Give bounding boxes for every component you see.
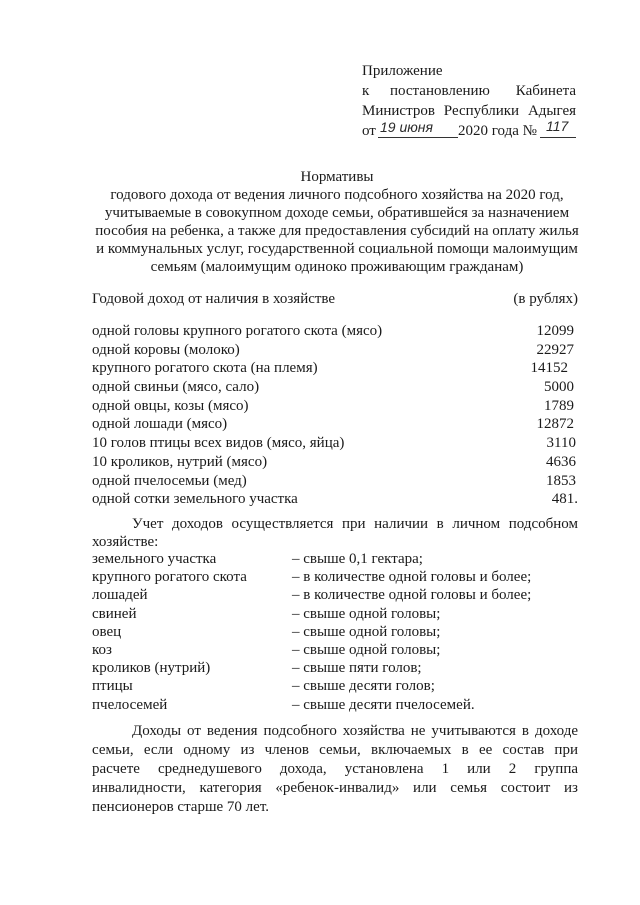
ministry-line: Министров Республики Адыгея — [362, 103, 576, 119]
table-row — [92, 434, 578, 453]
table-row — [92, 341, 578, 360]
table-row — [92, 397, 578, 416]
condition-text: – свыше одной головы; — [292, 623, 441, 640]
row-value: 22927 — [536, 341, 574, 358]
condition-text: – свыше пяти голов; — [292, 660, 422, 677]
condition-item: лошадей — [92, 587, 148, 604]
condition-item: свиней — [92, 605, 137, 622]
resolution-text: постановлению Кабинета — [390, 83, 576, 99]
row-item: одной овцы, козы (мясо) — [92, 397, 249, 414]
list-item — [92, 641, 578, 659]
row-value: 4636 — [546, 453, 576, 470]
date-prefix: от — [362, 123, 376, 139]
title-line-3: пособия на ребенка, а также для предоставления субсидий на оплату жилья — [95, 223, 579, 239]
title-heading: Нормативы — [300, 169, 374, 185]
condition-item: овец — [92, 623, 122, 640]
conditions-list — [92, 550, 578, 714]
table-row — [92, 453, 578, 472]
row-value: 481. — [551, 491, 578, 508]
number-underline — [540, 137, 576, 138]
table-row — [92, 322, 578, 341]
condition-text: – свыше одной головы; — [292, 605, 441, 622]
list-item — [92, 623, 578, 641]
list-item — [92, 568, 578, 586]
condition-text: – свыше одной головы; — [292, 641, 441, 658]
document-title — [88, 168, 586, 276]
accounting-intro-line-1: Учет доходов осуществляется при наличии в личном подсобном — [132, 516, 578, 532]
accounting-intro — [92, 515, 578, 551]
condition-item: земельного участка — [92, 551, 217, 567]
row-value: 12099 — [536, 323, 574, 339]
row-item: одной пчелосемьи (мед) — [92, 472, 247, 489]
resolution-line — [362, 82, 576, 100]
row-item: крупного рогатого скота (на племя) — [92, 360, 318, 377]
list-item — [92, 586, 578, 604]
list-item — [92, 550, 578, 568]
title-line-2: учитываемые в совокупном доходе семьи, обратившейся за назначением — [104, 205, 570, 221]
condition-text: – свыше 0,1 гектара; — [292, 551, 423, 567]
appendix-label: Приложение — [362, 63, 443, 79]
row-value: 5000 — [544, 379, 574, 396]
row-item: одной головы крупного рогатого скота (мясо) — [92, 323, 383, 339]
exclusion-line-1: Доходы от ведения подсобного хозяйства не учитываются в доходе — [132, 723, 578, 739]
table-row — [92, 359, 578, 378]
date-year: 2020 года № — [458, 123, 537, 139]
income-table — [92, 322, 578, 509]
handwritten-date: 19 июня — [380, 119, 433, 135]
row-value: 12872 — [536, 416, 574, 433]
row-item: 10 кроликов, нутрий (мясо) — [92, 453, 268, 470]
exclusion-line-4: инвалидности, категория «ребенок-инвалид» или семья состоит из — [92, 780, 578, 796]
condition-item: кроликов (нутрий) — [92, 660, 211, 677]
list-item — [92, 605, 578, 623]
exclusion-line-5: пенсионеров старше 70 лет. — [92, 799, 269, 815]
condition-item: крупного рогатого скота — [92, 569, 247, 586]
income-header-unit: (в рублях) — [513, 291, 578, 307]
income-header-label: Годовой доход от наличия в хозяйстве — [92, 291, 336, 307]
row-item: одной сотки земельного участка — [92, 491, 298, 508]
list-item — [92, 659, 578, 677]
table-row — [92, 378, 578, 397]
title-line-5: семьям (малоимущим одиноко проживающим гражданам) — [150, 259, 524, 275]
condition-item: птицы — [92, 678, 133, 695]
condition-item: пчелосемей — [92, 696, 168, 713]
title-line-1: годового дохода от ведения личного подсобного хозяйства на 2020 год, — [110, 187, 564, 203]
exclusion-line-2: семьи, если одному из членов семьи, включаемых в ее состав при — [92, 742, 578, 758]
row-value: 1853 — [546, 472, 576, 489]
condition-text: – в количестве одной головы и более; — [292, 587, 532, 604]
table-row — [92, 490, 578, 509]
condition-text: – свыше десяти пчелосемей. — [292, 696, 475, 713]
exclusion-paragraph — [92, 722, 578, 817]
exclusion-line-3: расчете среднедушевого дохода, установлена 1 или 2 группа — [92, 761, 578, 777]
row-value: 14152 — [530, 360, 568, 377]
title-line-4: и коммунальных услуг, государственной социальной помощи малоимущим — [96, 241, 578, 257]
row-item: 10 голов птицы всех видов (мясо, яйца) — [92, 435, 345, 452]
date-underline — [378, 137, 458, 138]
condition-text: – в количестве одной головы и более; — [292, 569, 532, 586]
income-table-header — [92, 290, 578, 308]
row-value: 1789 — [544, 397, 574, 414]
handwritten-number: 117 — [546, 118, 569, 134]
table-row — [92, 472, 578, 491]
accounting-intro-line-2: хозяйстве: — [92, 534, 159, 550]
row-item: одной свиньи (мясо, сало) — [92, 379, 260, 396]
date-line — [362, 118, 576, 140]
list-item — [92, 696, 578, 714]
list-item — [92, 677, 578, 695]
appendix-header — [362, 62, 576, 140]
condition-item: коз — [92, 641, 112, 658]
row-value: 3110 — [546, 435, 576, 452]
row-item: одной коровы (молоко) — [92, 341, 240, 358]
row-item: одной лошади (мясо) — [92, 416, 228, 433]
table-row — [92, 415, 578, 434]
resolution-k: к — [362, 83, 370, 99]
condition-text: – свыше десяти голов; — [292, 678, 435, 695]
